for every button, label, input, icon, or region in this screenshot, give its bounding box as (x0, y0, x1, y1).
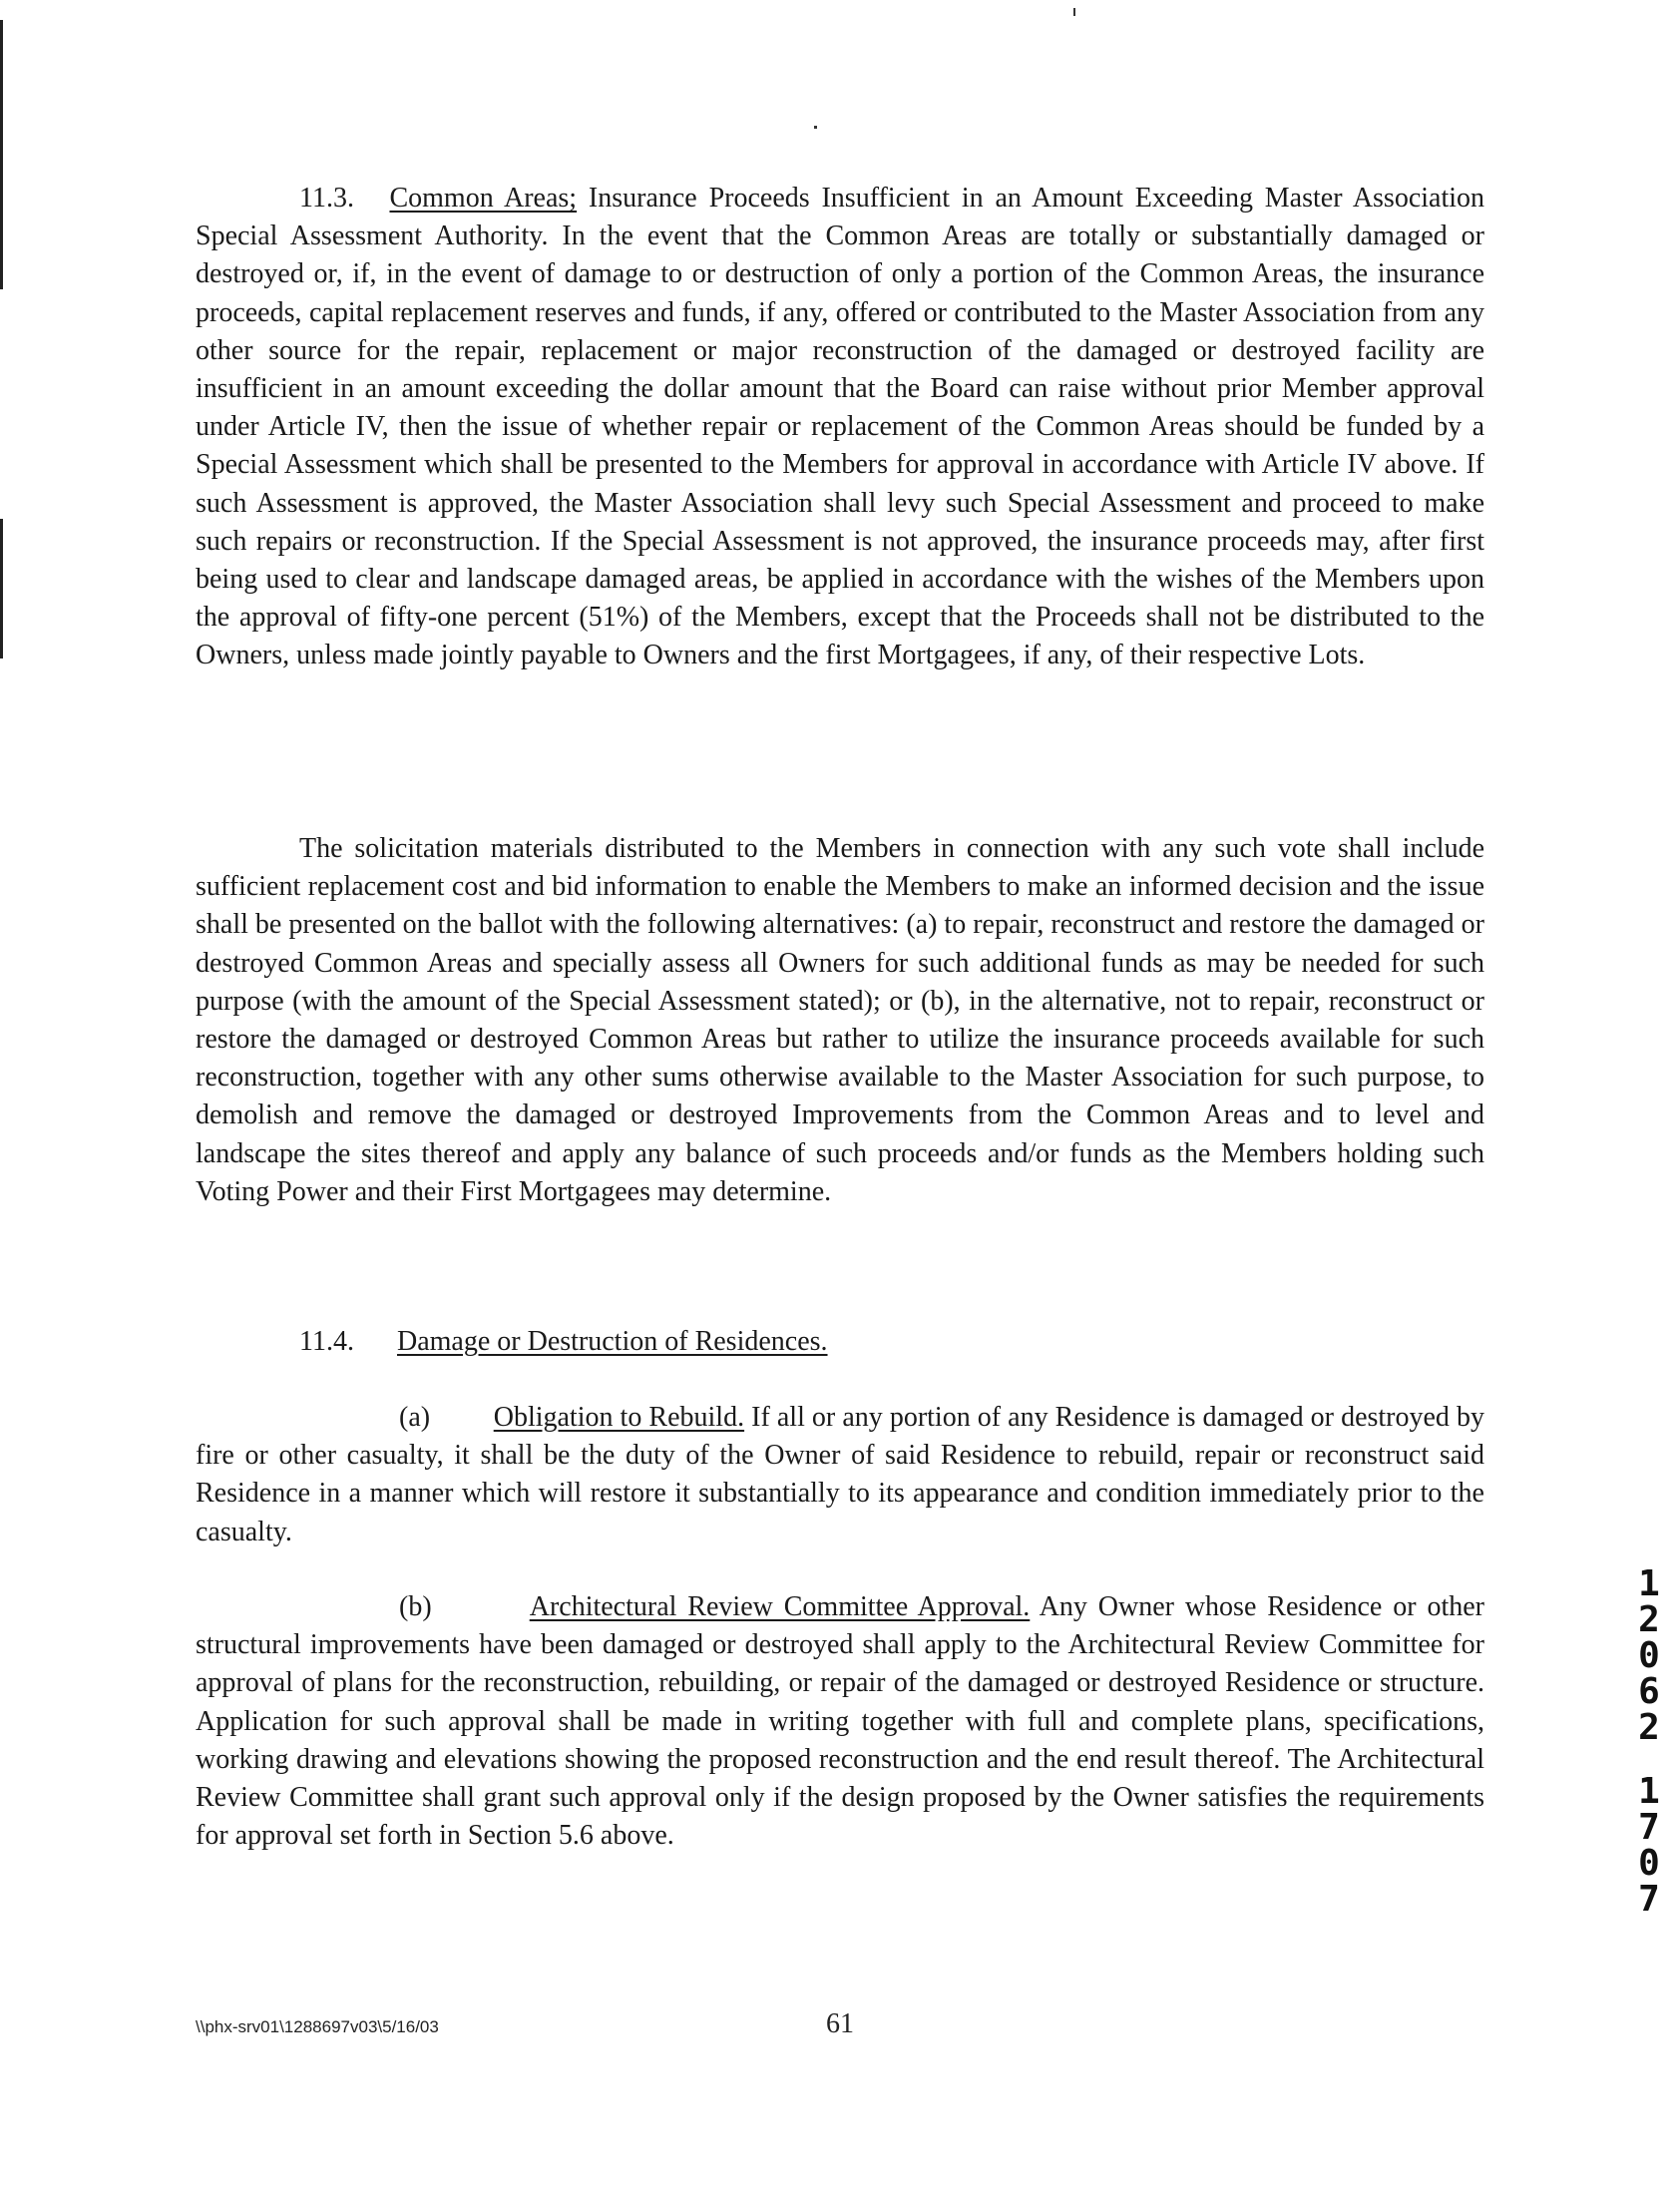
stamp-digit: 1 (1638, 1563, 1660, 1604)
subsection-a-text: If all or any portion of any Residence is damaged or destroyed by fire or other casualty, it shall be the duty of the Owner of said Residence to rebuild, repair or reconstruct said Residence in a manner which will restore it substantially to its appearance and condition immediately prior to the casualty. (196, 1402, 1484, 1547)
scan-speck-top (1073, 8, 1075, 16)
stamp-digit: 7 (1638, 1807, 1660, 1848)
scan-margin-line-mid (0, 519, 3, 658)
section-11-3-paragraph (196, 180, 1484, 675)
subsection-b-heading: Architectural Review Committee Approval. (529, 1591, 1031, 1622)
stamp-digit: 0 (1638, 1635, 1660, 1676)
recording-number-stamp (1632, 1563, 1666, 1920)
subsection-a-paragraph (196, 1399, 1484, 1551)
stamp-digit: 2 (1638, 1599, 1660, 1640)
subsection-b-text: Any Owner whose Residence or other structural improvements have been damaged or destroyed shall apply to the Architectural Review Committee for approval of plans for the reconstruction, rebuilding, or repair of the damaged or destroyed Residence or structure. Application for such approval shall be made in writing together with full and complete plans, specifications, working drawing and elevations showing the proposed reconstruction and the end result thereof. The Architectural Review Committee shall grant such approval only if the design proposed by the Owner satisfies the requirements for approval set forth in Section 5.6 above. (196, 1591, 1484, 1852)
stamp-digit: 2 (1638, 1707, 1660, 1748)
solicitation-paragraph (196, 830, 1484, 1211)
scan-margin-line-top (0, 20, 3, 289)
subsection-b (196, 1588, 1484, 1855)
solicitation-text: The solicitation materials distributed to the Members in connection with any such vote shall include sufficient replacement cost and bid information to enable the Members to make an informed decision and the issue shall be presented on the ballot with the following alternatives: (a) to repair, reconstruct and restore the damaged or destroyed Common Areas and specially assess all Owners for such additional funds as may be needed for such purpose (with the amount of the Special Assessment stated); or (b), in the alternative, not to repair, reconstruct or restore the damaged or destroyed Common Areas but rather to utilize the insurance proceeds available for such reconstruction, together with any other sums otherwise available to the Master Association for such purpose, to demolish and remove the damaged or destroyed Improvements from the Common Areas and to level and landscape the sites thereof and apply any balance of such proceeds and/or funds as the Members holding such Voting Power and their First Mortgagees may determine. (196, 833, 1484, 1207)
subsection-b-label: (b) (399, 1591, 432, 1622)
section-11-4-number: 11.4. (299, 1326, 354, 1357)
scan-speck-dot (814, 126, 817, 129)
page-number: 61 (826, 2008, 854, 2039)
footer-file-path: \\phx-srv01\1288697v03\5/16/03 (196, 2017, 439, 2036)
stamp-gap (1632, 1746, 1666, 1774)
subsection-a-label: (a) (399, 1402, 431, 1433)
stamp-digit: 7 (1638, 1879, 1660, 1920)
section-11-4-heading: Damage or Destruction of Residences. (397, 1326, 828, 1357)
section-11-4-heading-line (299, 1323, 828, 1361)
section-11-3-number: 11.3. (299, 183, 354, 214)
section-11-3-heading: Common Areas; (389, 183, 578, 214)
stamp-digit: 6 (1638, 1671, 1660, 1712)
section-11-3 (196, 180, 1484, 675)
section-11-3-text: Insurance Proceeds Insufficient in an Amount Exceeding Master Association Special Assessment Authority. In the event that the Common Areas are totally or substantially damaged or destroyed or, if, in the event of damage to or destruction of only a portion of the Common Areas, the insurance proceeds, capital replacement reserves and funds, if any, offered or contributed to the Master Association from any other source for the repair, replacement or major reconstruction of the damaged or destroyed facility are insufficient in an amount exceeding the dollar amount that the Board can raise without prior Member approval under Article IV, then the issue of whether repair or replacement of the Common Areas should be funded by a Special Assessment which shall be presented to the Members for approval in accordance with Article IV above. If such Assessment is approved, the Master Association shall levy such Special Assessment and proceed to make such repairs or reconstruction. If the Special Assessment is not approved, the insurance proceeds may, after first being used to clear and landscape damaged areas, be applied in accordance with the wishes of the Members upon the approval of fifty-one percent (51%) of the Members, except that the Proceeds shall not be distributed to the Owners, unless made jointly payable to Owners and the first Mortgagees, if any, of their respective Lots. (196, 183, 1485, 671)
subsection-a-heading: Obligation to Rebuild. (493, 1402, 745, 1433)
subsection-a (196, 1399, 1484, 1551)
subsection-b-paragraph (196, 1588, 1484, 1855)
stamp-digit: 1 (1638, 1771, 1660, 1812)
stamp-digit: 0 (1638, 1843, 1660, 1884)
